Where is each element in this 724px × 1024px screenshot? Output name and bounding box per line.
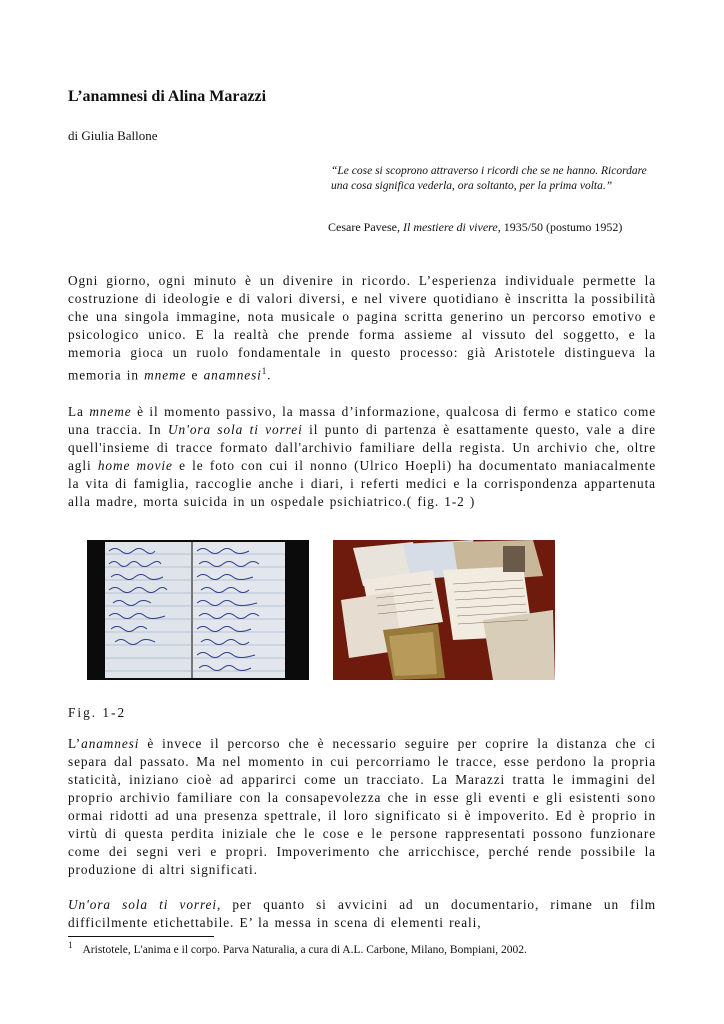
author-line: di Giulia Ballone xyxy=(68,128,158,143)
citation-date: 1935/50 (postumo 1952) xyxy=(500,220,623,234)
paragraph-4 xyxy=(68,896,656,932)
film-title: Un'ora sola ti vorrei xyxy=(168,422,303,437)
footnote-ref[interactable]: 1 xyxy=(261,366,268,376)
text-run: L’ xyxy=(68,736,82,751)
paragraph-3 xyxy=(68,735,656,879)
letters-collage-image xyxy=(333,540,555,680)
document-title: L’anamnesi di Alina Marazzi xyxy=(68,88,267,105)
text-run: e le foto con cui il nonno (Ulrico Hoepli) ha documentato maniacalmente la vita di famiglia, raccoglie anche i diari, i referti medici e la corrispondenza appartenuta alla madre, morta suicida in un ospedale psichiatrico.( fig. 1-2 ) xyxy=(68,458,657,509)
text-run: . xyxy=(267,367,272,383)
paragraph-1 xyxy=(68,272,656,384)
term-anamnesi: anamnesi xyxy=(81,736,140,751)
text-run: è il momento passivo, la massa d’informazione, qualcosa di fermo e statico come una traccia. In xyxy=(68,404,656,437)
text-run: Ogni giorno, ogni minuto è un divenire in ricordo. L’esperienza individuale permette la costruzione di ideologie e di valori diversi, e nel vivere quotidiano è inscritta la possibilità che una singola immagine, nota musicale o pagina scritta generino un percorso emotivo e psicologico unico. E la realtà che prende forma assieme al vissuto del soggetto, e la memoria gioca un ruolo fondamentale in questo processo: già Aristotele distingueva la memoria in xyxy=(68,273,656,383)
footnote xyxy=(68,940,527,956)
paragraph-2 xyxy=(68,403,656,511)
text-run: è invece il percorso che è necessario seguire per coprire la distanza che ci separa dal passato. Ma nel momento in cui percorriamo le tracce, esse perdono la propria staticità, iniziano cioè ad apparirci come un tracciato. La Marazzi tratta le immagini del proprio archivio familiare con la consapevolezza che in esse gli eventi e gli esistenti sono ormai ridotti ad una presenza spettrale, il loro significato si è impoverito. Ed è proprio in virtù di questa perdita iniziale che le cose e le persone rappresentati possono funzionare come dei segni veri e propri. Impoverimento che arricchisce, perché rende possibile la produzione di altri significati. xyxy=(68,736,656,877)
figure-caption: Fig. 1-2 xyxy=(68,705,127,720)
citation-author: Cesare Pavese, xyxy=(328,220,403,234)
footnote-text: Aristotele, L'anima e il corpo. Parva Naturalia, a cura di A.L. Carbone, Milano, Bompiani, 2002. xyxy=(82,943,527,956)
term-home-movie: home movie xyxy=(97,458,173,473)
citation-work: Il mestiere di vivere, xyxy=(402,220,501,234)
text-run: La xyxy=(68,404,90,419)
footnote-divider xyxy=(68,936,214,937)
film-title: Un'ora sola ti vorrei xyxy=(68,897,217,912)
epigraph-quote: “Le cose si scoprono attraverso i ricordi che se ne hanno. Ricordare una cosa significa vederla, ora soltanto, per la prima volta.” xyxy=(331,165,647,192)
text-run: e xyxy=(186,367,204,383)
term-mneme: mneme xyxy=(144,367,187,383)
footnote-number: 1 xyxy=(68,940,73,950)
term-mneme: mneme xyxy=(89,404,132,419)
diary-photo xyxy=(87,540,309,680)
text-run: il punto di partenza è esattamente questo, vale a dire quell'insieme di tracce formato dall'archivio familiare della regista. Un archivio che, oltre agli xyxy=(68,422,656,473)
diary-pages-image xyxy=(87,540,309,680)
term-anamnesi: anamnesi xyxy=(203,367,262,383)
text-run: , per quanto si avvicini ad un documentario, rimane un film difficilmente etichettabile. E’ la messa in scena di elementi reali, xyxy=(68,897,656,930)
epigraph-citation xyxy=(328,220,622,235)
letters-photo xyxy=(333,540,555,680)
